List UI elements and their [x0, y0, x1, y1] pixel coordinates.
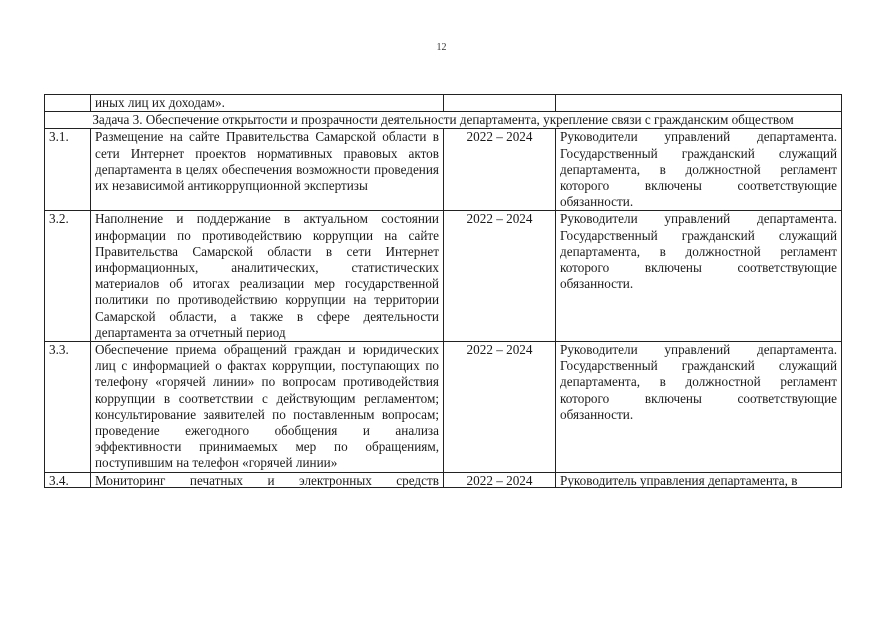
cell-term: [444, 472, 556, 487]
table-row: [45, 342, 842, 473]
cell-term-text: 2022 – 2024: [466, 472, 533, 487]
cell-num-text: 3.4.: [49, 472, 69, 487]
cell-num: 3.1.: [45, 129, 91, 211]
cell-term: 2022 – 2024: [444, 211, 556, 342]
cell-num: [45, 472, 91, 487]
cell-num: 3.2.: [45, 211, 91, 342]
cell-measure-text: Мониторинг печатных и электронных средств: [95, 472, 439, 487]
cell-measure: Обеспечение приема обращений граждан и юридических лиц с информацией о фактах коррупции, поступающих по телефону «горячей линии» по вопросам противодействия коррупции в соответствии с действующим регламентом; консультирование заявителей по поставленным вопросам; проведение ежегодного обобщения и анализа эффективности принимаемых мер по обращениям, поступившим на телефон «горячей линии»: [91, 342, 444, 473]
cell-responsible: Руководители управлений департамента. Государственный гражданский служащий департамента, в должностной регламент которого включены соответствующие обязанности.: [556, 342, 842, 473]
cell-term: 2022 – 2024: [444, 129, 556, 211]
table-row: [45, 472, 842, 487]
cell-responsible-text: Руководитель управления департамента, в: [560, 472, 798, 487]
cell-num: [45, 95, 91, 112]
cell-term: 2022 – 2024: [444, 342, 556, 473]
cell-responsible: Руководители управлений департамента. Государственный гражданский служащий департамента, в должностной регламент которого включены соответствующие обязанности.: [556, 129, 842, 211]
cell-measure: Наполнение и поддержание в актуальном состоянии информации по противодействию коррупции на сайте Правительства Самарской области в сети Интернет информационных, аналитических, статистических материалов об итогах реализации мер государственной политики по противодействию коррупции на территории Самарской области, а также в сфере деятельности департамента за отчетный период: [91, 211, 444, 342]
page-number: 12: [436, 42, 447, 53]
task-header-row: [45, 112, 842, 129]
table-row: [45, 129, 842, 211]
measures-table: [44, 94, 842, 488]
cell-term: [444, 95, 556, 112]
cell-responsible: [556, 472, 842, 487]
task-header: Задача 3. Обеспечение открытости и прозрачности деятельности департамента, укрепление связи с гражданским обществом: [45, 112, 842, 129]
cell-responsible: Руководители управлений департамента. Государственный гражданский служащий департамента, в должностной регламент которого включены соответствующие обязанности.: [556, 211, 842, 342]
cell-measure: [91, 472, 444, 487]
cell-measure: Размещение на сайте Правительства Самарской области в сети Интернет проектов нормативных правовых актов департамента в целях обеспечения возможности проведения их независимой антикоррупционной экспертизы: [91, 129, 444, 211]
table-row: [45, 95, 842, 112]
cell-responsible: [556, 95, 842, 112]
cell-num: 3.3.: [45, 342, 91, 473]
cell-measure: иных лиц их доходам».: [91, 95, 444, 112]
table-row: [45, 211, 842, 342]
